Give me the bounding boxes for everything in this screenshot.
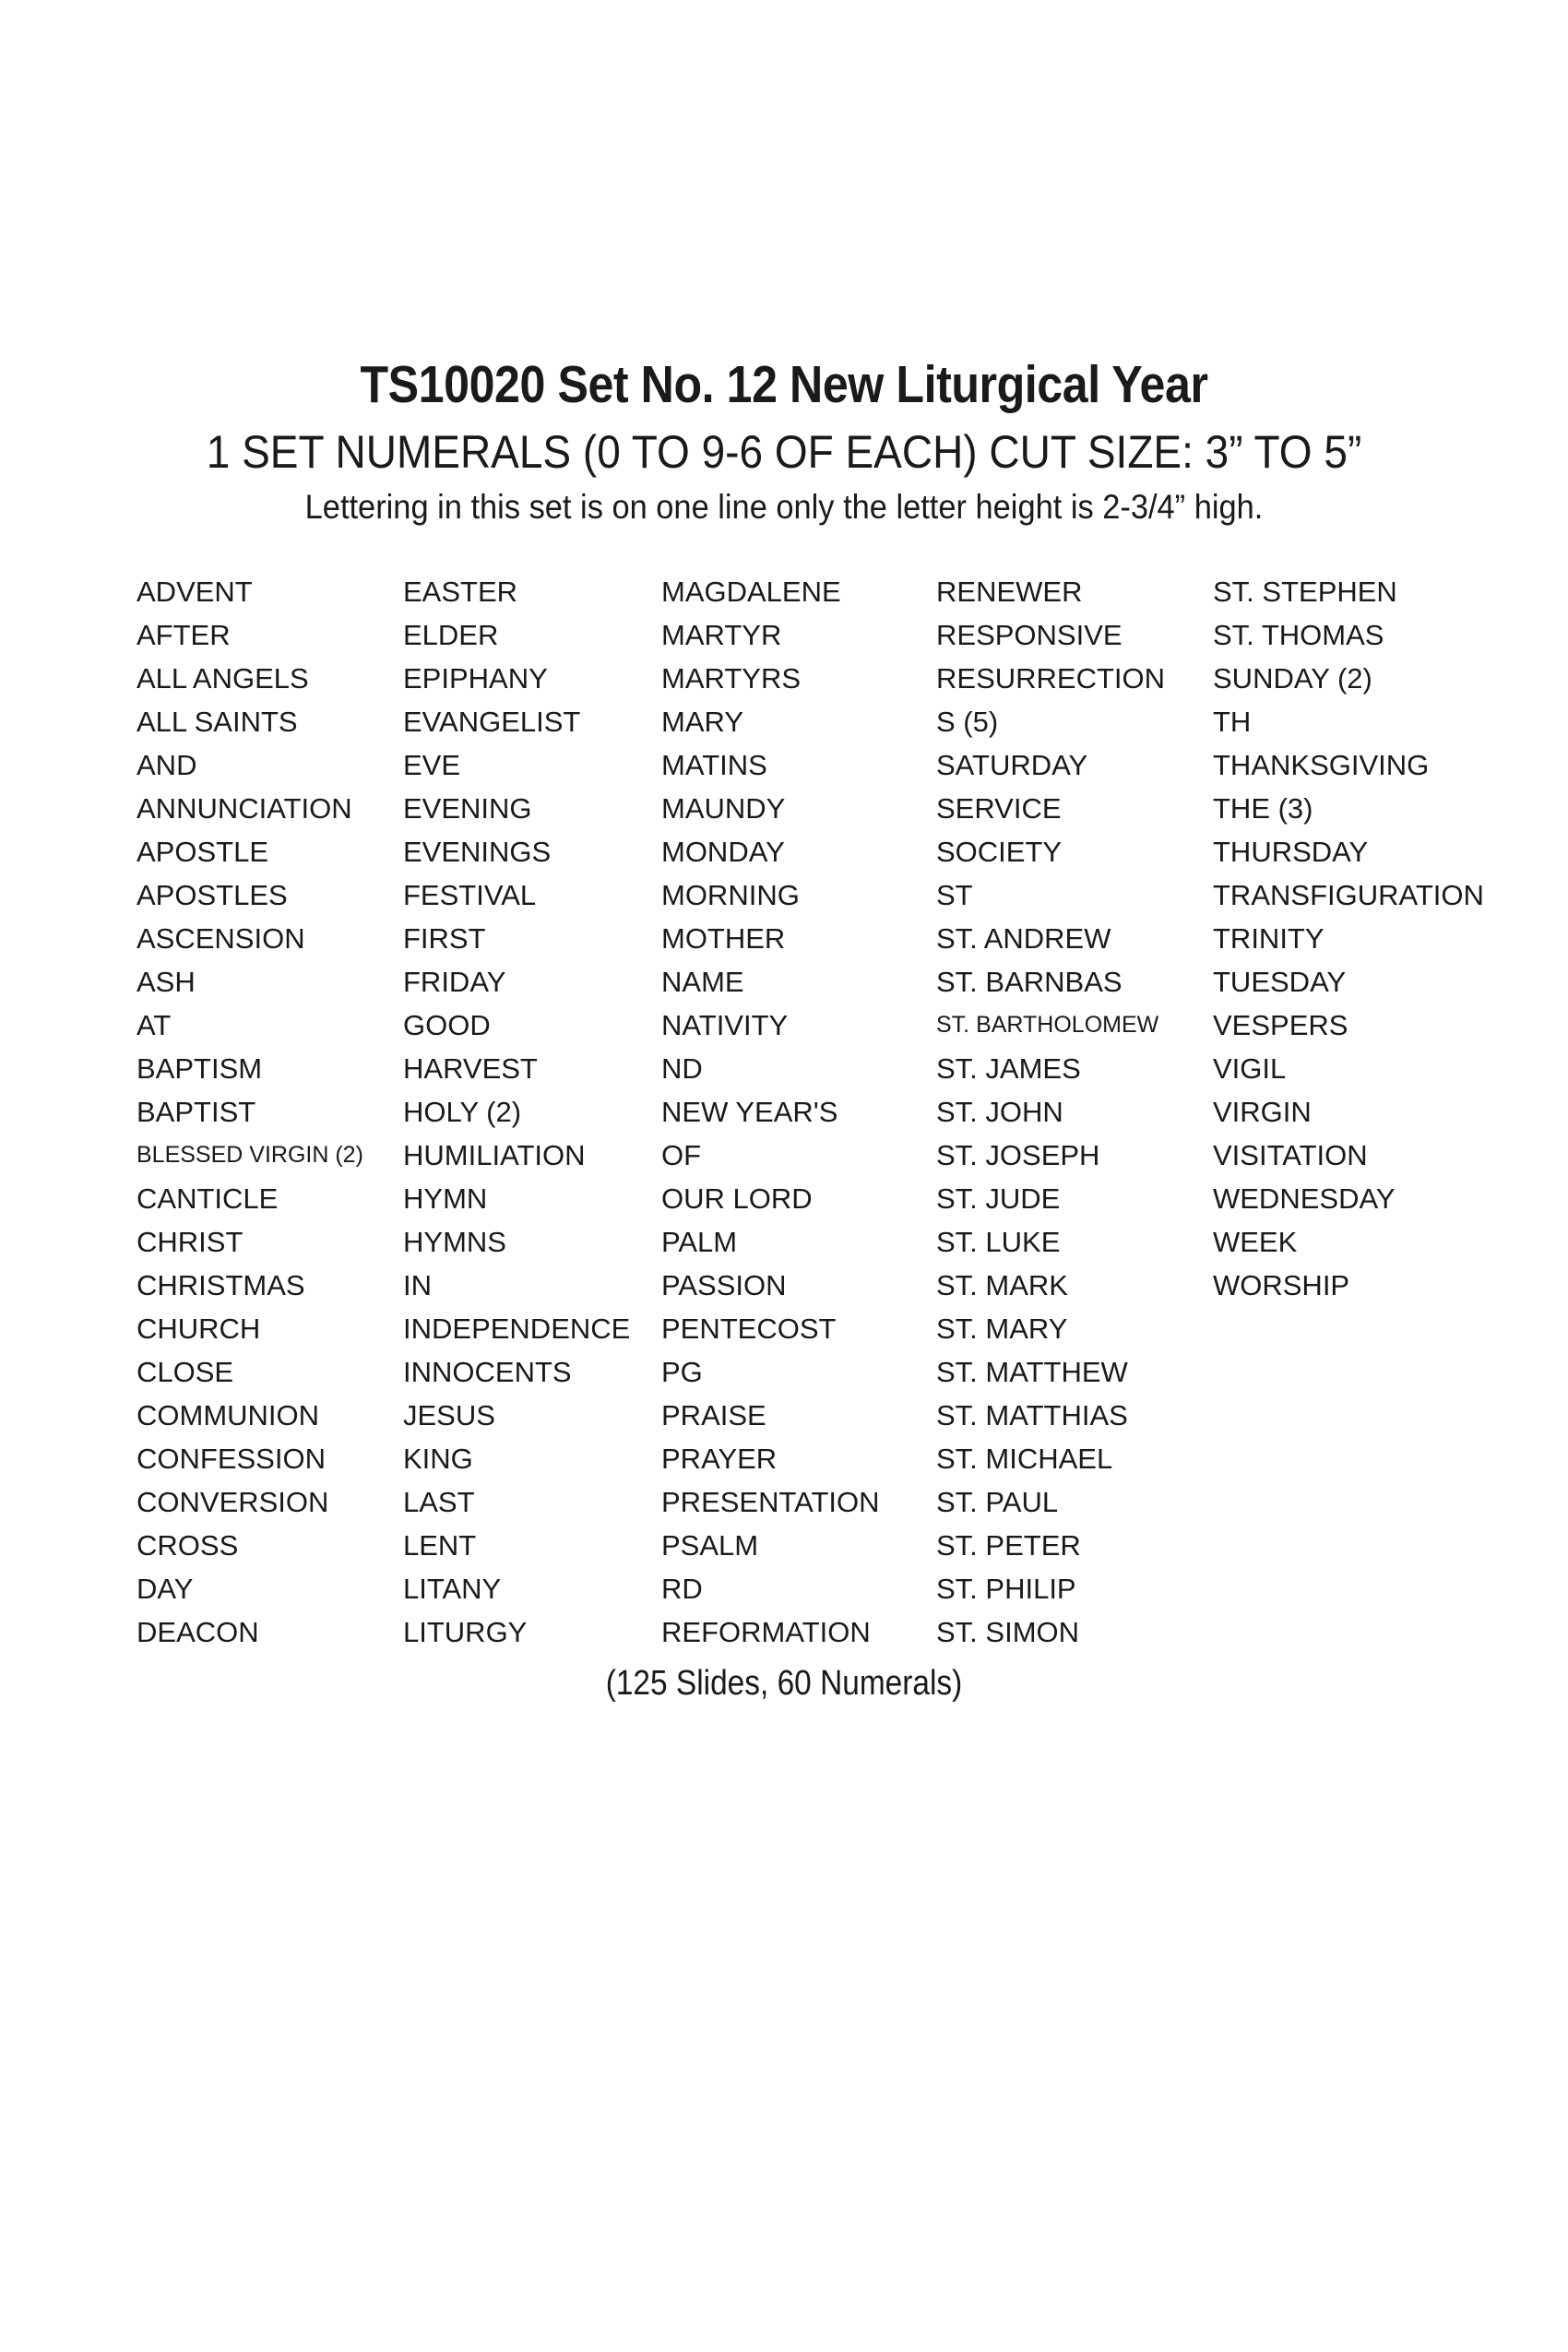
word-item: ST. MATTHIAS (936, 1399, 1128, 1431)
word-item: PRAISE (661, 1399, 766, 1431)
word-item: ST. MICHAEL (936, 1443, 1113, 1475)
word-item: ST (936, 879, 973, 911)
word-item: TRANSFIGURATION (1213, 879, 1484, 911)
word-item: HARVEST (403, 1052, 538, 1085)
word-item: EVENINGS (403, 836, 552, 868)
word-item: DAY (137, 1573, 194, 1605)
word-item: ST. THOMAS (1213, 619, 1384, 651)
word-item: GOOD (403, 1009, 491, 1041)
word-item: WORSHIP (1213, 1269, 1350, 1301)
word-item: HUMILIATION (403, 1139, 586, 1171)
word-item: CHURCH (137, 1313, 261, 1345)
word-item: MAUNDY (661, 792, 786, 825)
word-item: MAGDALENE (661, 576, 841, 608)
word-item: RD (661, 1573, 703, 1605)
word-item: WEDNESDAY (1213, 1182, 1396, 1215)
word-item: FRIDAY (403, 966, 506, 998)
word-item: ST. PHILIP (936, 1573, 1076, 1605)
word-item: AFTER (137, 619, 231, 651)
word-item: DEACON (137, 1616, 259, 1648)
word-item: CONVERSION (137, 1486, 329, 1518)
word-item: MORNING (661, 879, 800, 911)
page-title: TS10020 Set No. 12 New Liturgical Year (360, 355, 1208, 414)
word-column-1 (137, 570, 363, 1654)
word-item: ST. PAUL (936, 1486, 1059, 1518)
word-item: CLOSE (137, 1356, 234, 1388)
word-item: ST. SIMON (936, 1616, 1080, 1648)
word-item: ALL SAINTS (137, 706, 298, 738)
word-item: ASH (137, 966, 196, 998)
word-item: SUNDAY (2) (1213, 662, 1372, 695)
word-item: THE (3) (1213, 792, 1313, 825)
word-item: VESPERS (1213, 1009, 1348, 1041)
word-item: MARTYR (661, 619, 782, 651)
word-item: RENEWER (936, 576, 1083, 608)
word-item: TH (1213, 706, 1252, 738)
word-item: VIGIL (1213, 1052, 1287, 1085)
word-item: TRINITY (1213, 922, 1324, 955)
word-item: VISITATION (1213, 1139, 1368, 1171)
word-item: ST. ANDREW (936, 922, 1111, 955)
word-item: CHRIST (137, 1226, 244, 1258)
word-item: KING (403, 1443, 473, 1475)
lettering-note: Lettering in this set is on one line only the letter height is 2-3/4” high. (304, 488, 1264, 526)
word-item: OF (661, 1139, 702, 1171)
word-item: APOSTLE (137, 836, 268, 868)
word-item: PENTECOST (661, 1313, 837, 1345)
word-item: ST. JAMES (936, 1052, 1081, 1085)
word-item: REFORMATION (661, 1616, 871, 1648)
word-item: BAPTIST (137, 1096, 256, 1128)
word-item: RESPONSIVE (936, 619, 1123, 651)
word-item: ST. STEPHEN (1213, 576, 1397, 608)
word-item: EASTER (403, 576, 518, 608)
word-item: RESURRECTION (936, 662, 1166, 695)
word-column-4 (936, 570, 1165, 1654)
word-item: PRAYER (661, 1443, 778, 1475)
word-item: EVENING (403, 792, 532, 825)
word-item: MARTYRS (661, 662, 802, 695)
word-item: VIRGIN (1213, 1096, 1312, 1128)
word-item: CROSS (137, 1529, 239, 1562)
word-item: NAME (661, 966, 744, 998)
word-item: ST. MARY (936, 1313, 1068, 1345)
word-item: EPIPHANY (403, 662, 548, 695)
word-item: ST. MARK (936, 1269, 1068, 1301)
word-item: INNOCENTS (403, 1356, 572, 1388)
word-item: ST. JUDE (936, 1182, 1061, 1215)
word-item: NATIVITY (661, 1009, 789, 1041)
word-item: COMMUNION (137, 1399, 320, 1431)
word-item: IN (403, 1269, 432, 1301)
word-item: ST. JOSEPH (936, 1139, 1100, 1171)
word-item: LITURGY (403, 1616, 528, 1648)
word-item: ST. BARTHOLOMEW (936, 1012, 1159, 1038)
word-item: LITANY (403, 1573, 502, 1605)
word-item: SERVICE (936, 792, 1062, 825)
word-item: BLESSED VIRGIN (2) (137, 1142, 363, 1168)
word-item: PG (661, 1356, 703, 1388)
word-item: ST. PETER (936, 1529, 1081, 1562)
word-item: ADVENT (137, 576, 253, 608)
word-item: AND (137, 749, 197, 781)
word-item: INDEPENDENCE (403, 1313, 631, 1345)
word-item: ST. JOHN (936, 1096, 1063, 1128)
word-item: HYMNS (403, 1226, 506, 1258)
word-item: JESUS (403, 1399, 495, 1431)
word-item: HOLY (2) (403, 1096, 522, 1128)
word-item: SATURDAY (936, 749, 1088, 781)
word-item: CHRISTMAS (137, 1269, 305, 1301)
word-item: PASSION (661, 1269, 787, 1301)
word-item: ASCENSION (137, 922, 305, 955)
word-item: APOSTLES (137, 879, 288, 911)
word-item: SOCIETY (936, 836, 1063, 868)
word-item: ST. MATTHEW (936, 1356, 1128, 1388)
word-item: PRESENTATION (661, 1486, 880, 1518)
word-item: PALM (661, 1226, 738, 1258)
word-item: CONFESSION (137, 1443, 326, 1475)
word-item: AT (137, 1009, 172, 1041)
word-item: BAPTISM (137, 1052, 263, 1085)
word-item: NEW YEAR'S (661, 1096, 838, 1128)
word-column-3 (661, 570, 880, 1654)
word-item: EVANGELIST (403, 706, 581, 738)
word-item: LENT (403, 1529, 477, 1562)
word-item: MATINS (661, 749, 767, 781)
word-item: LAST (403, 1486, 475, 1518)
word-item: ND (661, 1052, 703, 1085)
word-item: FESTIVAL (403, 879, 537, 911)
word-item: CANTICLE (137, 1182, 279, 1215)
word-item: MARY (661, 706, 744, 738)
word-item: ALL ANGELS (137, 662, 309, 695)
word-item: ST. BARNBAS (936, 966, 1123, 998)
word-item: ELDER (403, 619, 499, 651)
word-item: PSALM (661, 1529, 759, 1562)
word-item: TUESDAY (1213, 966, 1347, 998)
word-item: EVE (403, 749, 461, 781)
page-subtitle: 1 SET NUMERALS (0 TO 9-6 OF EACH) CUT SIZE: 3” TO 5” (206, 426, 1362, 478)
word-item: FIRST (403, 922, 486, 955)
word-item: MOTHER (661, 922, 786, 955)
slide-count-note: (125 Slides, 60 Numerals) (605, 1664, 963, 1703)
word-item: S (5) (936, 706, 999, 738)
word-item: ANNUNCIATION (137, 792, 352, 825)
word-column-2 (403, 570, 630, 1654)
word-item: OUR LORD (661, 1182, 813, 1215)
word-item: MONDAY (661, 836, 785, 868)
word-item: WEEK (1213, 1226, 1298, 1258)
word-item: THANKSGIVING (1213, 749, 1430, 781)
word-item: HYMN (403, 1182, 488, 1215)
word-item: THURSDAY (1213, 836, 1369, 868)
word-column-5 (1213, 570, 1484, 1307)
word-list (0, 570, 1568, 1658)
word-item: ST. LUKE (936, 1226, 1061, 1258)
